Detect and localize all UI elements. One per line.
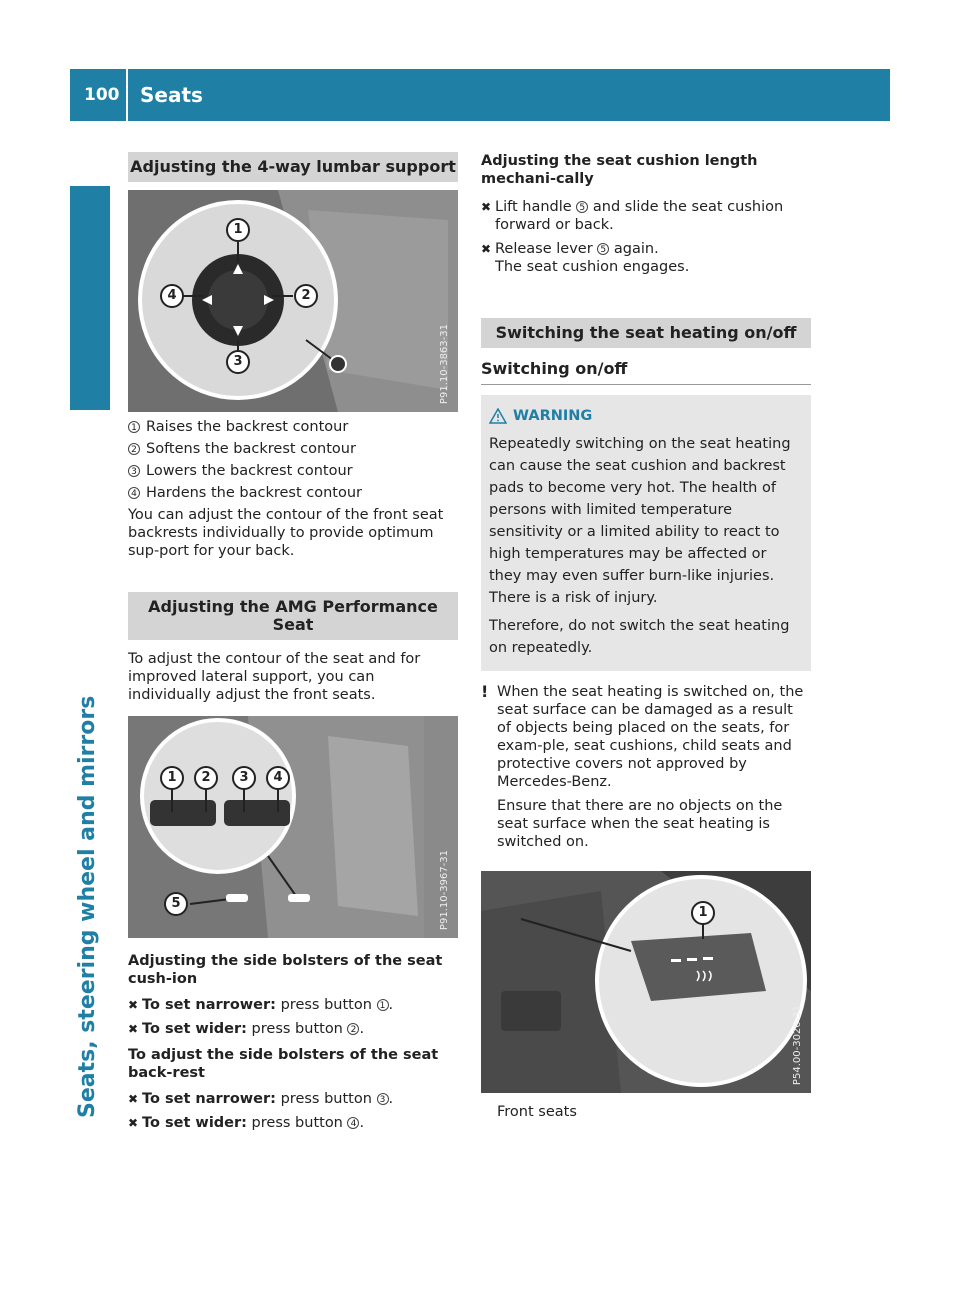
warning-instruction: Therefore, do not switch the seat heating on repeatedly.: [489, 618, 790, 656]
step-text: press button: [246, 1021, 348, 1037]
step-text: press button: [275, 997, 377, 1013]
cushion-length-heading: Adjusting the seat cushion length mechani-cally: [481, 153, 758, 187]
step-label: To set narrower:: [142, 1091, 276, 1107]
handle-number: 5: [576, 201, 588, 213]
step-item: [128, 1020, 458, 1038]
step-end: .: [359, 1021, 365, 1037]
step-result: The seat cushion engages.: [495, 259, 690, 275]
warning-box: [481, 395, 811, 671]
exclamation-icon: !: [481, 682, 489, 701]
heating-figure-caption: Front seats: [497, 1104, 577, 1120]
step-post: again.: [609, 241, 659, 257]
arrow-right-icon: ✖: [128, 1092, 139, 1106]
button-number: 3: [377, 1093, 389, 1105]
step-item: [481, 240, 811, 276]
step-pre: Release lever: [495, 241, 598, 257]
page-header: [70, 69, 890, 121]
warning-title: WARNING: [513, 408, 593, 424]
left-column: [128, 152, 458, 1136]
amg-callout-4: 4: [266, 766, 290, 790]
legend-number: 3: [128, 465, 140, 477]
heating-callout-1: 1: [691, 901, 715, 925]
arrow-right-icon: ✖: [128, 998, 139, 1012]
step-end: .: [359, 1115, 365, 1131]
amg-callout-5: 5: [164, 892, 188, 916]
step-item: [128, 1114, 458, 1132]
lever-number: 5: [597, 243, 609, 255]
legend-text: Lowers the backrest contour: [146, 463, 353, 479]
chapter-label: Seats, steering wheel and mirrors: [75, 695, 100, 1118]
legend-item: [128, 418, 458, 436]
legend-number: 4: [128, 487, 140, 499]
arrow-right-icon: ✖: [481, 242, 492, 256]
lumbar-callout-1: 1: [226, 218, 250, 242]
step-pre: Lift handle: [495, 199, 577, 215]
lumbar-callout-2: 2: [294, 284, 318, 308]
warning-triangle-icon: [489, 408, 507, 424]
lumbar-legend: [128, 418, 458, 502]
step-item: [128, 996, 458, 1014]
step-end: .: [388, 1091, 394, 1107]
backrest-bolster-heading: To adjust the side bolsters of the seat back-rest: [128, 1047, 439, 1081]
arrow-right-icon: ✖: [128, 1022, 139, 1036]
button-number: 4: [347, 1117, 359, 1129]
warning-text: Repeatedly switching on the seat heating can cause the seat cushion and backrest pads to become very hot. The health of persons with limited temperature sensitivity or a limited ability to react to high temperatures may be affected or they may even suffer burn-like injuries. There is a risk of injury.: [489, 436, 791, 606]
amg-callout-2: 2: [194, 766, 218, 790]
cushion-bolster-heading: Adjusting the side bolsters of the seat cush-ion: [128, 953, 443, 987]
step-label: To set wider:: [142, 1021, 247, 1037]
button-number: 2: [347, 1023, 359, 1035]
legend-number: 1: [128, 421, 140, 433]
amg-figure: [128, 716, 458, 938]
lumbar-figure: [128, 190, 458, 412]
heating-figure: [481, 871, 811, 1093]
legend-text: Softens the backrest contour: [146, 441, 356, 457]
lumbar-heading: Adjusting the 4-way lumbar support: [128, 152, 458, 182]
notice-text: When the seat heating is switched on, the seat surface can be damaged as a result of objects being placed on the seats, for exam-ple, seat cushions, child seats and protective covers not approved by Mercedes-Benz.: [497, 684, 804, 790]
step-item: [481, 198, 811, 234]
amg-callout-1: 1: [160, 766, 184, 790]
notice-block: [481, 683, 811, 851]
page-number: 100: [84, 85, 120, 105]
lumbar-figure-code: P91.10-3863-31: [439, 323, 450, 404]
legend-item: [128, 462, 458, 480]
amg-heading: Adjusting the AMG Performance Seat: [128, 592, 458, 640]
legend-text: Hardens the backrest contour: [146, 485, 362, 501]
step-item: [128, 1090, 458, 1108]
step-text: press button: [246, 1115, 348, 1131]
legend-item: [128, 484, 458, 502]
step-text: press button: [275, 1091, 377, 1107]
legend-item: [128, 440, 458, 458]
lumbar-callout-4: 4: [160, 284, 184, 308]
heating-figure-code: P54.00-3026-31: [792, 1004, 803, 1085]
heating-subheading: Switching on/off: [481, 360, 811, 385]
step-label: To set narrower:: [142, 997, 276, 1013]
amg-intro: To adjust the contour of the seat and for improved lateral support, you can individually adjust the front seats.: [128, 651, 421, 703]
warning-header: [489, 405, 803, 427]
header-divider: [126, 69, 128, 121]
step-label: To set wider:: [142, 1115, 247, 1131]
header-title: Seats: [140, 83, 203, 107]
heating-heading: Switching the seat heating on/off: [481, 318, 811, 348]
step-post: and slide the seat cushion forward or back.: [495, 199, 784, 233]
lumbar-callout-3: 3: [226, 350, 250, 374]
right-column: [481, 152, 811, 1121]
button-number: 1: [377, 999, 389, 1011]
arrow-right-icon: ✖: [481, 200, 492, 214]
notice-instruction: Ensure that there are no objects on the seat surface when the seat heating is switched on.: [497, 798, 783, 850]
amg-callout-3: 3: [232, 766, 256, 790]
arrow-right-icon: ✖: [128, 1116, 139, 1130]
legend-number: 2: [128, 443, 140, 455]
chapter-tab: [70, 186, 110, 410]
amg-figure-code: P91.10-3967-31: [439, 849, 450, 930]
legend-text: Raises the backrest contour: [146, 419, 349, 435]
step-end: .: [388, 997, 394, 1013]
heating-illustration: [481, 871, 811, 1093]
lumbar-body: You can adjust the contour of the front seat backrests individually to provide optimum sup-port for your back.: [128, 507, 444, 559]
